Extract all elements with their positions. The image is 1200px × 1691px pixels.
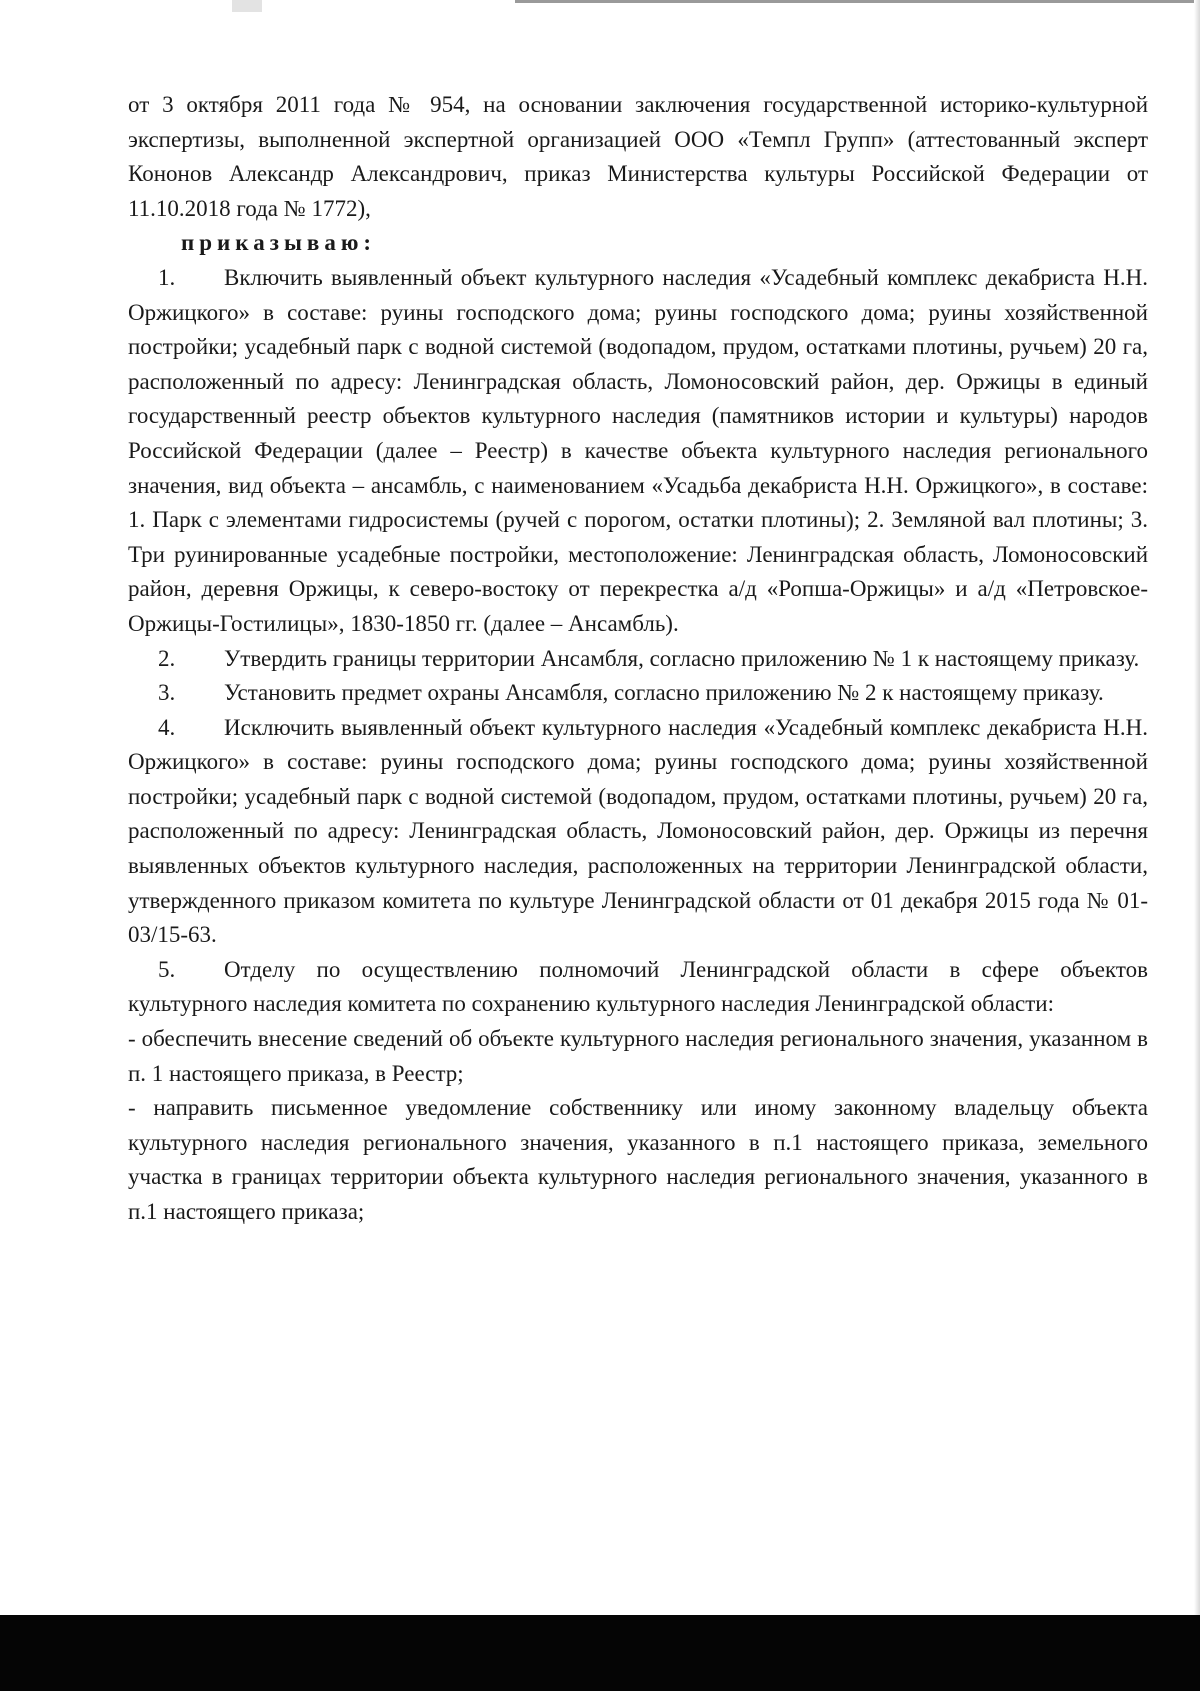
order-item-5: [128, 953, 1148, 1022]
item-number: 1.: [158, 264, 176, 290]
item-number: 3.: [158, 680, 176, 706]
item-text: Установить предмет охраны Ансамбля, согласно приложению № 2 к настоящему приказу.: [224, 680, 1104, 706]
scan-bottom-bar: [0, 1615, 1200, 1691]
order-item-3: [128, 676, 1148, 711]
scan-edge-right: [1194, 0, 1200, 1615]
item-number: 2.: [158, 645, 176, 671]
item-text: Включить выявленный объект культурного наследия «Усадебный комплекс декабриста Н.Н. Оржицкого» в составе: руины господского дома; руины господского дома; руины хозяйственной постройки; усадебный парк с водной системой (водопадом, прудом, остатками плотины, ручьем) 20 га, расположенный по адресу: Ленинградская область, Ломоносовский район, дер. Оржицы в единый государственный реестр объектов культурного наследия (памятников истории и культуры) народов Российской Федерации (далее – Реестр) в качестве объекта культурного наследия регионального значения, вид объекта – ансамбль, с наименованием «Усадьба декабриста Н.Н. Оржицкого», в составе: 1. Парк с элементами гидросистемы (ручей с порогом, остатки плотины); 2. Земляной вал плотины; 3. Три руинированные усадебные постройки, местоположение: Ленинградская область, Ломоносовский район, деревня Оржицы, к северо-востоку от перекрестка а/д «Ропша-Оржицы» и а/д «Петровское-Оржицы-Гостилицы», 1830-1850 гг. (далее – Ансамбль).: [128, 264, 1148, 636]
bullet-item-2: - направить письменное уведомление собственнику или иному законному владельцу объекта культурного наследия регионального значения, указанного в п.1 настоящего приказа, земельного участка в границах территории объекта культурного наследия регионального значения, указанного в п.1 настоящего приказа;: [128, 1095, 1148, 1224]
item-text: Утвердить границы территории Ансамбля, согласно приложению № 1 к настоящему приказу.: [224, 645, 1140, 671]
order-item-2: [128, 642, 1148, 677]
order-heading: приказываю:: [181, 230, 377, 256]
intro-paragraph: от 3 октября 2011 года № 954, на основании заключения государственной историко-культурной экспертизы, выполненной экспертной организацией ООО «Темпл Групп» (аттестованный эксперт Кононов Александр Александрович, приказ Министерства культуры Российской Федерации от 11.10.2018 года № 1772),: [128, 92, 1148, 221]
document-page: [128, 88, 1148, 1230]
order-item-1: [128, 261, 1148, 642]
bullet-item-1: - обеспечить внесение сведений об объекте культурного наследия регионального значения, указанном в п. 1 настоящего приказа, в Реестр;: [128, 1026, 1148, 1086]
item-text: Исключить выявленный объект культурного наследия «Усадебный комплекс декабриста Н.Н. Оржицкого» в составе: руины господского дома; руины господского дома; руины хозяйственной постройки; усадебный парк с водной системой (водопадом, прудом, остатками плотины, ручьем) 20 га, расположенный по адресу: Ленинградская область, Ломоносовский район, дер. Оржицы из перечня выявленных объектов культурного наследия, расположенных на территории Ленинградской области, утвержденного приказом комитета по культуре Ленинградской области от 01 декабря 2015 года № 01-03/15-63.: [128, 714, 1148, 948]
item-text: Отделу по осуществлению полномочий Ленинградской области в сфере объектов культурного наследия комитета по сохранению культурного наследия Ленинградской области:: [128, 956, 1148, 1017]
scan-artifact-top: [232, 0, 262, 12]
order-item-4: [128, 711, 1148, 953]
item-number: 5.: [158, 956, 176, 982]
scan-edge-top: [515, 0, 1200, 3]
item-number: 4.: [158, 714, 176, 740]
